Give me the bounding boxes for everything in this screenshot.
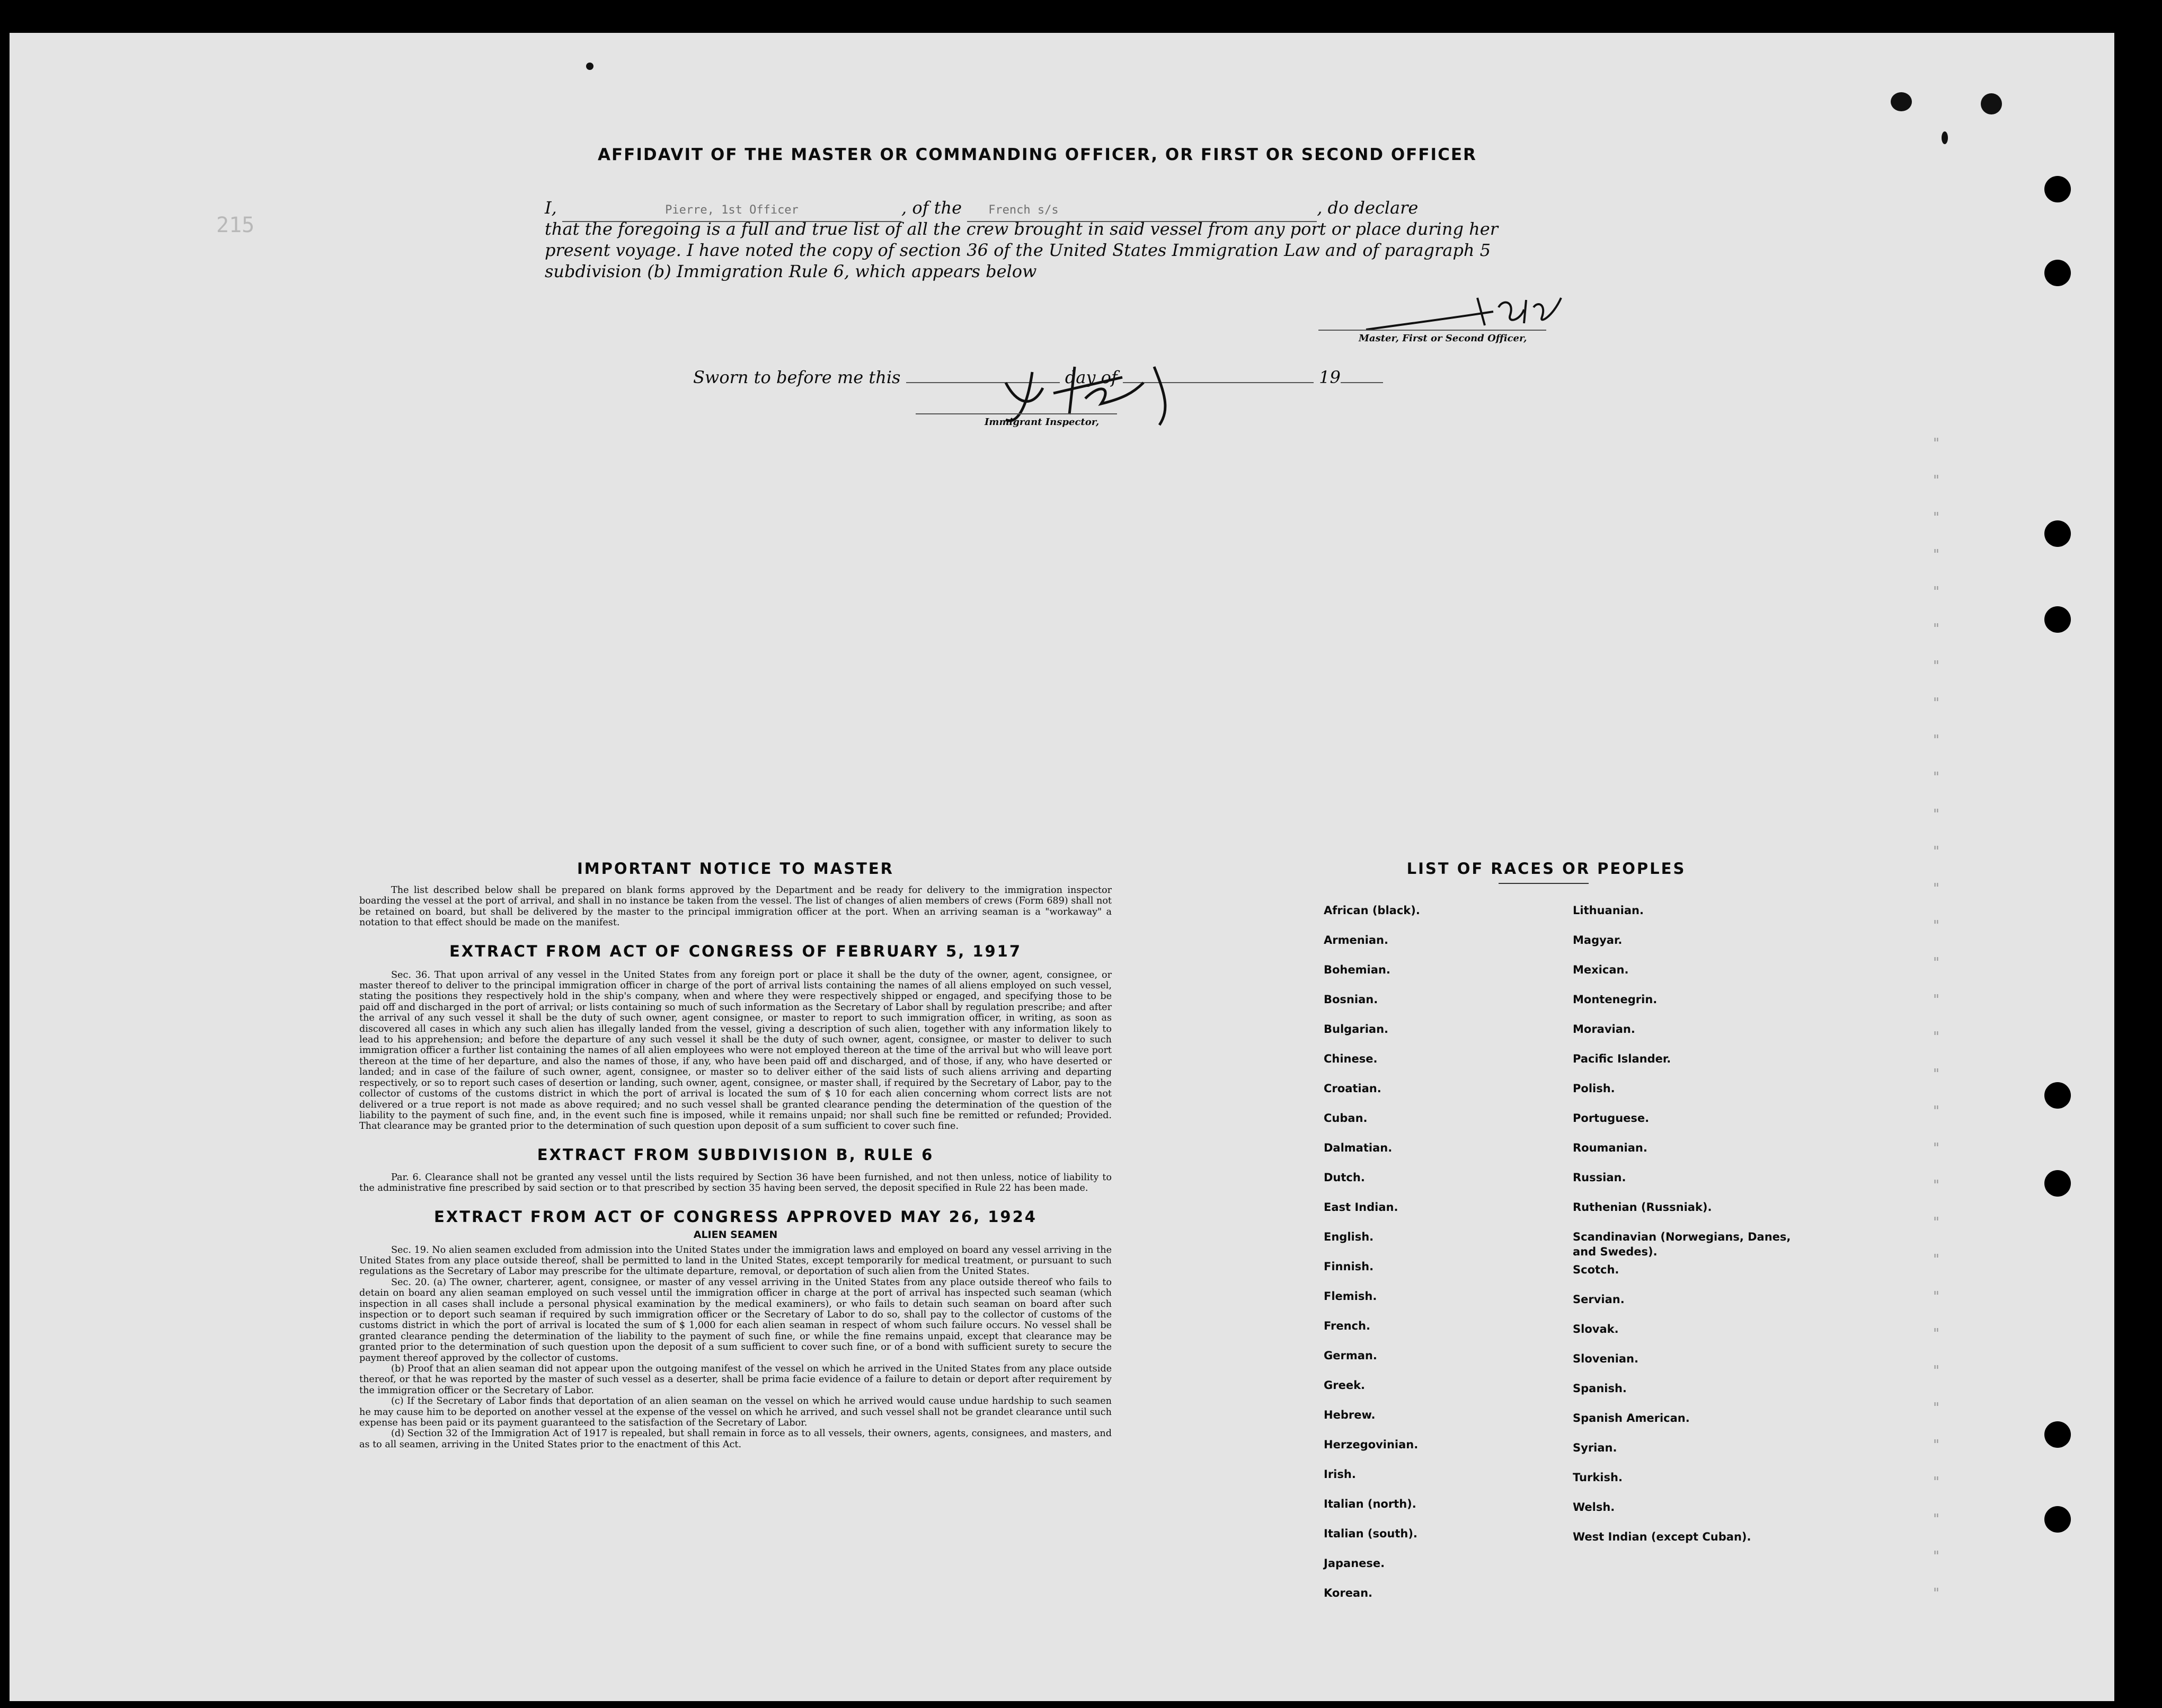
- ditto-mark: ": [1933, 584, 1939, 600]
- race-item: Lithuanian.: [1573, 904, 1644, 917]
- subdivision-b-text: Par. 6. Clearance shall not be granted any vessel until the lists required by Section 36 have been furnished, and not then unless, notice of liability to the administrative fine prescribed by said section or to that prescribed by section 35 having been served, the deposit specified in Rule 22 has been made.: [359, 1172, 1112, 1194]
- do-declare-text: , do declare: [1317, 198, 1419, 218]
- ditto-mark: ": [1933, 769, 1939, 785]
- races-section: [1324, 860, 1854, 1654]
- punch-hole: [2044, 1506, 2071, 1533]
- race-item: Flemish.: [1324, 1290, 1377, 1303]
- race-item: Moravian.: [1573, 1023, 1635, 1036]
- punch-hole: [2044, 176, 2071, 202]
- race-item: Russian.: [1573, 1171, 1626, 1184]
- sec-20a-text: Sec. 20. (a) The owner, charterer, agent, consignee, or master of any vessel arriving in the United States from any place outside thereof who fails to detain on board any alien seaman employed on such vessel until the immigration officer in charge at the port of arrival has inspected such seaman (which inspection in all cases shall include a personal physical examination by the medical examiners), or who fails to detain such seaman on board after such inspection or to deport such seaman if required by such immigration officer or the Secretary of Labor to do so, shall pay to the collector of customs of the customs district in which the port of arrival is located the sum of $ 1,000 for each alien seaman in respect of whom such failure occurs. No vessel shall be granted clearance pending the determination of the liability to the payment of such fine, or while the fine remains unpaid, except that clearance may be granted prior to the determination of such question upon the deposit of a sum sufficient to cover such fine, or of a bond with sufficient surety to secure the payment thereof approved by the collector of customs.: [359, 1277, 1112, 1364]
- punch-hole: [2044, 260, 2071, 286]
- notice-text: The list described below shall be prepared on blank forms approved by the Department and be ready for delivery to the immigration inspector boarding the vessel at the port of arrival, and shall in no instance be taken from the vessel. The list of changes of alien members of crews (Form 689) shall not be retained on board, but shall be delivered by the master to the principal immigration officer at the port. When an arriving seaman is a "workaway" a notation to that effect should be made on the manifest.: [359, 885, 1112, 928]
- ditto-mark: ": [1933, 1066, 1939, 1082]
- ditto-mark: ": [1933, 658, 1939, 674]
- race-item: Scotch.: [1573, 1263, 1619, 1276]
- sworn-year: 19: [1319, 367, 1341, 387]
- ditto-mark: ": [1933, 807, 1939, 822]
- races-title: LIST OF RACES OR PEOPLES: [1406, 860, 1686, 878]
- race-item: Japanese.: [1324, 1557, 1385, 1570]
- race-item: Roumanian.: [1573, 1141, 1647, 1154]
- ditto-mark: ": [1933, 510, 1939, 526]
- race-item: Dutch.: [1324, 1171, 1365, 1184]
- sec-20c-text: (c) If the Secretary of Labor finds that deportation of an alien seaman on the vessel on which he arrived would cause undue hardship to such seamen he may cause him to be deported on another vessel at the expense of the vessel on which he arrived, and such vessel shall not be grandet clearance until such expense has been paid or its payment guaranteed to the satisfaction of the Secretary of Labor.: [359, 1396, 1112, 1429]
- ditto-mark: ": [1933, 1289, 1939, 1305]
- race-item: Portuguese.: [1573, 1112, 1650, 1125]
- race-item: Spanish.: [1573, 1382, 1627, 1395]
- extract-1924-title: EXTRACT FROM ACT OF CONGRESS APPROVED MAY 26, 1924: [434, 1207, 1037, 1226]
- extract-1917-text: Sec. 36. That upon arrival of any vessel in the United States from any foreign port or place it shall be the duty of the owner, agent, consignee, or master thereof to deliver to the principal immigration officer in charge of the port of arrival lists containing the names of all aliens employed on such vessel, stating the positions they respectively hold in the ship's company, when and where they were respectively shipped or engaged, and specifying those to be paid off and discharged in the port of arrival; or lists containing so much of such information as the Secretary of Labor shall by regulation prescribe; and after the arrival of any such vessel it shall be the duty of such owner, agent consignee, or master to report to such immigration officer, in writing, as soon as discovered all cases in which any such alien has illegally landed from the vessel, giving a description of such alien, together with any information likely to lead to his apprehension; and before the departure of any such vessel it shall be the duty of such owner, agent, consignee, or master to deliver to such immigration officer a further list containing the names of all alien employees who were not employed thereon at the time of the arrival but who will leave port thereon at the time of her departure, and also the names of those, if any, who have been paid off and discharged, and of those, if any, who have deserted or landed; and in case of the failure of such owner, agent, consignee, or master so to deliver either of the said lists of such aliens arriving and departing respectively, or so to report such cases of desertion or landing, such owner, agent, consignee, or master shall, if required by the Secretary of Labor, pay to the collector of customs of the customs district in which the port of arrival is located the sum of $ 10 for each alien concerning whom correct lists are not delivered or a true report is not made as above required; and no such vessel shall be granted clearance pending the determination of the question of the liability to the payment of such fine, and, in the event such fine is imposed, while it remains unpaid; nor shall such fine be remitted or refunded; Provided. That clearance may be granted prior to the determination of such question upon deposit of a sum sufficient to cover such fine.: [359, 969, 1112, 1132]
- race-item: Mexican.: [1573, 963, 1629, 976]
- ditto-mark: ": [1933, 1586, 1939, 1601]
- race-item: Syrian.: [1573, 1441, 1617, 1454]
- ditto-mark: ": [1933, 1215, 1939, 1231]
- race-item: Greek.: [1324, 1379, 1366, 1392]
- ditto-mark: ": [1933, 955, 1939, 971]
- punch-hole: [2044, 1421, 2071, 1448]
- affidavit-prefix: I,: [545, 198, 557, 218]
- name-typed: Pierre, 1st Officer: [665, 203, 799, 217]
- of-the-text: , of the: [901, 198, 962, 218]
- sec-19-text: Sec. 19. No alien seamen excluded from admission into the United States under the immigration laws and employed on board any vessel arriving in the United States from any place outside thereof, shall be permitted to land in the United States, except temporarily for medical treatment, or pursuant to such regulations as the Secretary of Labor may prescribe for the ultimate departure, removal, or deportation of such alien from the United States.: [359, 1244, 1112, 1277]
- race-item: Bohemian.: [1324, 963, 1390, 976]
- race-item: East Indian.: [1324, 1201, 1398, 1214]
- ink-speck: [1891, 92, 1912, 111]
- officer-signature-line: [1318, 330, 1546, 331]
- race-item: Dalmatian.: [1324, 1141, 1393, 1154]
- affidavit-line-4: subdivision (b) Immigration Rule 6, which appears below: [545, 261, 1037, 281]
- punch-hole: [2044, 606, 2071, 633]
- affidavit-title: AFFIDAVIT OF THE MASTER OR COMMANDING OFFICER, OR FIRST OR SECOND OFFICER: [598, 145, 1477, 164]
- ditto-mark: ": [1933, 1029, 1939, 1045]
- race-item: Montenegrin.: [1573, 993, 1658, 1006]
- ditto-mark: ": [1933, 621, 1939, 637]
- race-item: West Indian (except Cuban).: [1573, 1530, 1751, 1543]
- punch-hole: [2044, 520, 2071, 547]
- ditto-mark: ": [1933, 732, 1939, 748]
- race-item: Finnish.: [1324, 1260, 1374, 1273]
- race-item: Welsh.: [1573, 1501, 1615, 1514]
- race-item: Scandinavian (Norwegians, Danes, and Swedes).: [1573, 1231, 1791, 1258]
- race-item: Polish.: [1573, 1082, 1615, 1095]
- race-item: Korean.: [1324, 1587, 1373, 1599]
- ditto-mark: ": [1933, 918, 1939, 934]
- race-item: Cuban.: [1324, 1112, 1368, 1125]
- race-item: Slovak.: [1573, 1323, 1619, 1335]
- affidavit-line-2: that the foregoing is a full and true list of all the crew brought in said vessel from any port or place during her: [545, 219, 1498, 239]
- race-item: Ruthenian (Russniak).: [1573, 1201, 1712, 1214]
- ditto-mark: ": [1933, 1103, 1939, 1119]
- ditto-mark: ": [1933, 1140, 1939, 1156]
- sworn-year-field: [1341, 382, 1383, 383]
- race-item: Pacific Islander.: [1573, 1052, 1671, 1065]
- ditto-mark: ": [1933, 1363, 1939, 1379]
- ink-speck: [1981, 93, 2002, 114]
- bleed-through-margin-number: 215: [216, 213, 255, 237]
- race-item: Hebrew.: [1324, 1409, 1376, 1421]
- ditto-mark: ": [1933, 1548, 1939, 1564]
- punch-hole: [2044, 1082, 2071, 1109]
- ditto-mark: ": [1933, 1474, 1939, 1490]
- race-item: Irish.: [1324, 1468, 1356, 1481]
- races-right-column: [1573, 903, 1795, 1559]
- race-item: Italian (north).: [1324, 1498, 1416, 1510]
- race-item: Chinese.: [1324, 1052, 1378, 1065]
- race-item: Servian.: [1573, 1293, 1625, 1306]
- ditto-mark: ": [1933, 1437, 1939, 1453]
- inspector-signature-line: [916, 413, 1117, 414]
- ditto-mark: ": [1933, 1400, 1939, 1416]
- race-item: Spanish American.: [1573, 1412, 1690, 1424]
- race-item: African (black).: [1324, 904, 1420, 917]
- race-item: Bosnian.: [1324, 993, 1378, 1006]
- sec-20d-text: (d) Section 32 of the Immigration Act of 1917 is repealed, but shall remain in force as to all vessels, their owners, agents, consignees, and masters, and as to all seamen, arriving in the United States prior to the enactment of this Act.: [359, 1428, 1112, 1450]
- races-left-column: [1324, 903, 1578, 1615]
- races-title-rule: [1499, 883, 1589, 884]
- affidavit-line-3: present voyage. I have noted the copy of section 36 of the United States Immigration Law and of paragraph 5: [545, 240, 1491, 260]
- race-item: Herzegovinian.: [1324, 1438, 1419, 1451]
- sec-20b-text: (b) Proof that an alien seaman did not appear upon the outgoing manifest of the vessel on which he arrived in the United States from any place outside thereof, or that he was reported by the master of such vessel as a deserter, shall be prima facie evidence of a failure to detain or deport after requirement by the immigration officer or the Secretary of Labor.: [359, 1364, 1112, 1396]
- extract-1917-title: EXTRACT FROM ACT OF CONGRESS OF FEBRUARY 5, 1917: [449, 942, 1022, 960]
- race-item: Armenian.: [1324, 934, 1388, 946]
- ditto-mark: ": [1933, 1326, 1939, 1342]
- race-item: German.: [1324, 1349, 1377, 1362]
- ditto-mark: ": [1933, 1511, 1939, 1527]
- ditto-mark: ": [1933, 1252, 1939, 1268]
- alien-seamen-subtitle: ALIEN SEAMEN: [693, 1228, 778, 1241]
- notice-section: [359, 860, 1112, 1450]
- race-item: Croatian.: [1324, 1082, 1381, 1095]
- punch-hole: [2044, 1170, 2071, 1197]
- ditto-mark: ": [1933, 1178, 1939, 1193]
- ditto-mark: ": [1933, 473, 1939, 489]
- race-item: Italian (south).: [1324, 1527, 1417, 1540]
- ditto-mark: ": [1933, 436, 1939, 452]
- race-item: Bulgarian.: [1324, 1023, 1389, 1036]
- document-page: [10, 33, 2114, 1701]
- race-item: French.: [1324, 1320, 1370, 1332]
- subdivision-b-title: EXTRACT FROM SUBDIVISION B, RULE 6: [537, 1145, 934, 1164]
- race-item: English.: [1324, 1231, 1374, 1243]
- ditto-mark: ": [1933, 881, 1939, 897]
- sworn-prefix: Sworn to before me this: [693, 367, 901, 387]
- race-item: Magyar.: [1573, 934, 1623, 946]
- notice-title: IMPORTANT NOTICE TO MASTER: [577, 860, 894, 878]
- bleed-through-dittos: [1933, 436, 1949, 1623]
- race-item: Slovenian.: [1573, 1352, 1638, 1365]
- officer-signature-caption: Master, First or Second Officer,: [1359, 333, 1527, 344]
- vessel-typed: French s/s: [988, 203, 1059, 217]
- race-item: Turkish.: [1573, 1471, 1623, 1484]
- ditto-mark: ": [1933, 695, 1939, 711]
- ink-speck: [1942, 131, 1948, 144]
- sworn-day-of: day of: [1065, 367, 1118, 387]
- inspector-caption: Immigrant Inspector,: [985, 417, 1100, 428]
- ditto-mark: ": [1933, 844, 1939, 860]
- ditto-mark: ": [1933, 992, 1939, 1008]
- ink-speck: [586, 63, 593, 70]
- ditto-mark: ": [1933, 547, 1939, 563]
